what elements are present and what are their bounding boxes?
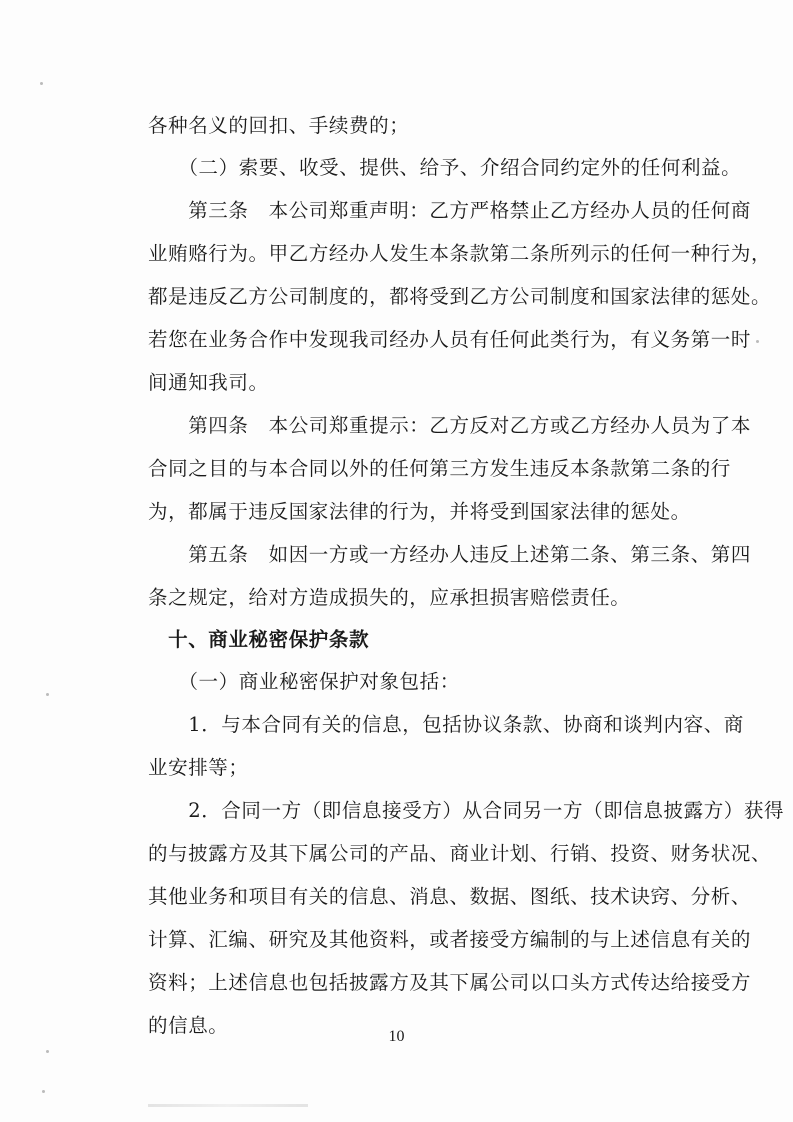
text-line: 计算、汇编、研究及其他资料，或者接受方编制的与上述信息有关的 [148,928,752,951]
scan-speck [40,82,43,85]
text-line: 的信息。 [148,1014,229,1037]
text-line: 第四条 本公司郑重提示：乙方反对乙方或乙方经办人员为了本 [148,414,752,437]
text-line: 第三条 本公司郑重声明：乙方严格禁止乙方经办人员的任何商 [148,199,752,222]
section-heading: 十、商业秘密保护条款 [148,628,370,651]
scan-footer-mark [148,1104,308,1107]
text-line: 资料；上述信息也包括披露方及其下属公司以口头方式传达给接受方 [148,971,752,994]
text-line: 都是违反乙方公司制度的，都将受到乙方公司制度和国家法律的惩处。 [148,285,772,308]
text-line: 业安排等； [148,756,249,779]
text-line: 为，都属于违反国家法律的行为，并将受到国家法律的惩处。 [148,500,691,523]
text-line: 间通知我司。 [148,371,269,394]
text-line: 2．合同一方（即信息接受方）从合同另一方（即信息披露方）获得 [148,799,785,822]
page-number: 10 [388,1028,405,1045]
scan-speck [46,1050,49,1053]
text-line: （二）索要、收受、提供、给予、介绍合同约定外的任何利益。 [148,156,742,179]
text-line: 1．与本合同有关的信息，包括协议条款、协商和谈判内容、商 [148,713,744,736]
text-line: 各种名义的回扣、手续费的； [148,114,410,137]
scan-speck [42,1090,45,1093]
text-line: 合同之目的与本合同以外的任何第三方发生违反本条款第二条的行 [148,457,731,480]
text-line: 第五条 如因一方或一方经办人违反上述第二条、第三条、第四 [148,543,752,566]
text-line: 其他业务和项目有关的信息、消息、数据、图纸、技术诀窍、分析、 [148,885,752,908]
text-line: 若您在业务合作中发现我司经办人员有任何此类行为，有义务第一时 [148,328,752,351]
text-line: 条之规定，给对方造成损失的，应承担损害赔偿责任。 [148,586,631,609]
scan-speck [756,340,759,343]
text-line: （一）商业秘密保护对象包括： [148,670,460,693]
text-line: 业贿赂行为。甲乙方经办人发生本条款第二条所列示的任何一种行为， [148,242,772,265]
text-line: 的与披露方及其下属公司的产品、商业计划、行销、投资、财务状况、 [148,842,772,865]
scan-speck [46,693,49,696]
